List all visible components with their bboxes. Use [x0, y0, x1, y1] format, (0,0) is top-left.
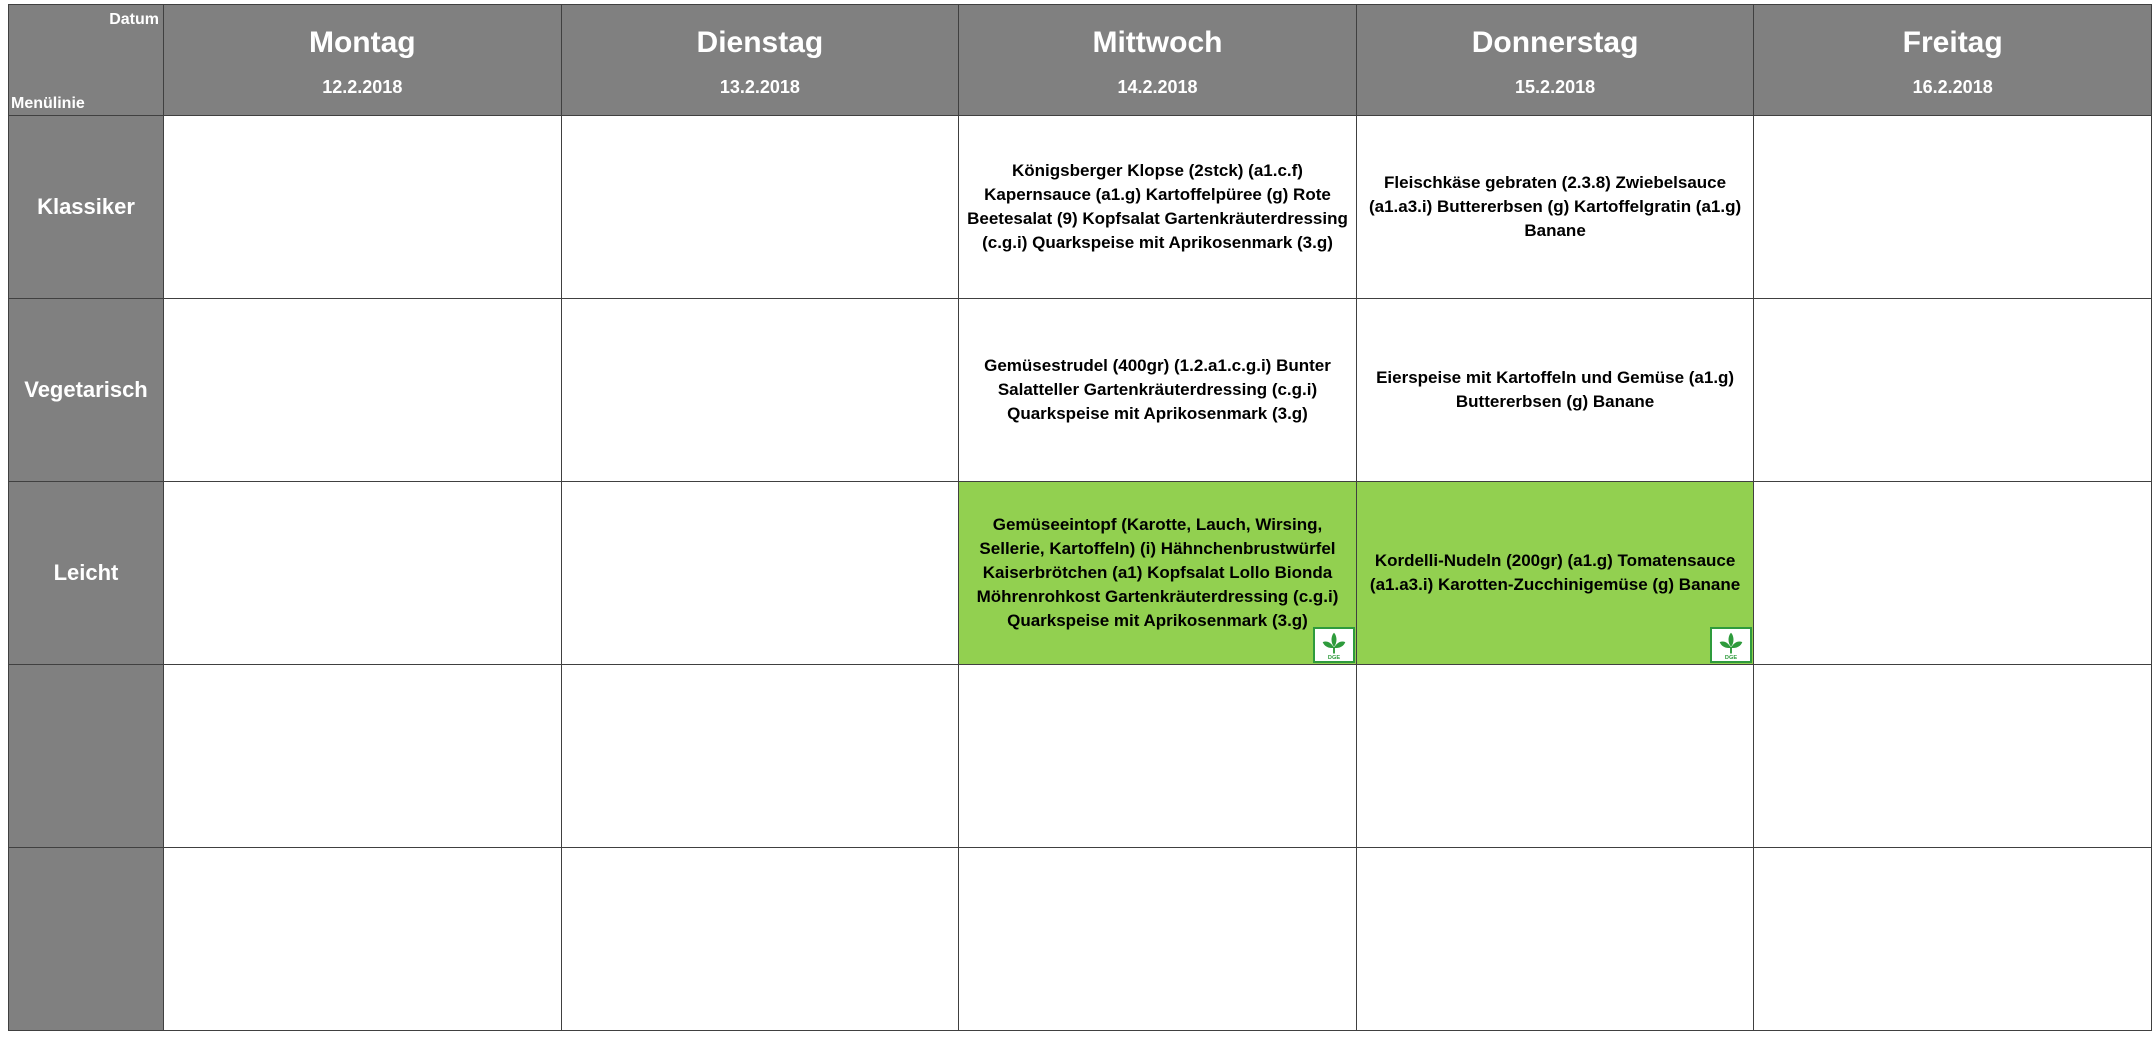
day-header-monday: [164, 5, 562, 116]
datum-label: Datum: [109, 11, 159, 28]
meal-description: Gemüseeintopf (Karotte, Lauch, Wirsing, Sellerie, Kartoffeln) (i) Hähnchenbrustwürfel Kaiserbrötchen (a1) Kopfsalat Lollo Bionda Möhrenrohkost Gartenkräuterdressing (c.g.i) Quarkspeise mit Aprikosenmark (3.g): [976, 515, 1339, 630]
meal-cell-monday: [164, 848, 562, 1031]
meal-description: Königsberger Klopse (2stck) (a1.c.f) Kapernsauce (a1.g) Kartoffelpüree (g) Rote Beetesalat (9) Kopfsalat Gartenkräuterdressing (c.g.i) Quarkspeise mit Aprikosenmark (3.g): [967, 161, 1348, 252]
meal-cell-tuesday: [561, 482, 959, 665]
meal-cell-thursday: [1356, 116, 1754, 299]
meal-cell-tuesday: [561, 116, 959, 299]
menu-line-row: [9, 116, 2152, 299]
svg-text:DGE: DGE: [1725, 655, 1738, 661]
menu-line-row: [9, 482, 2152, 665]
meal-cell-tuesday: [561, 665, 959, 848]
meal-cell-wednesday: [959, 848, 1357, 1031]
meal-cell-friday: [1754, 299, 2152, 482]
meal-cell-monday: [164, 482, 562, 665]
meal-cell-tuesday: [561, 299, 959, 482]
meal-cell-friday: [1754, 848, 2152, 1031]
day-name: Mittwoch: [1092, 26, 1223, 59]
day-header-tuesday: [561, 5, 959, 116]
meal-cell-friday: [1754, 116, 2152, 299]
day-header-wednesday: [959, 5, 1357, 116]
day-date: 14.2.2018: [1117, 77, 1198, 97]
meal-cell-wednesday: [959, 116, 1357, 299]
meal-cell-tuesday: [561, 848, 959, 1031]
meal-cell-thursday: [1356, 299, 1754, 482]
day-header-friday: [1754, 5, 2152, 116]
menu-plan-body: [9, 116, 2152, 1031]
day-name: Freitag: [1902, 26, 2003, 59]
meal-cell-monday: [164, 116, 562, 299]
day-name: Montag: [308, 26, 416, 59]
menu-line-label: Klassiker: [9, 116, 164, 299]
menu-line-label: [9, 665, 164, 848]
menu-line-label: [9, 848, 164, 1031]
day-name: Dienstag: [696, 26, 824, 59]
day-date: 16.2.2018: [1912, 77, 1993, 97]
day-date: 13.2.2018: [719, 77, 800, 97]
meal-cell-wednesday: [959, 299, 1357, 482]
day-date: 15.2.2018: [1515, 77, 1596, 97]
meal-description: Gemüsestrudel (400gr) (1.2.a1.c.g.i) Bunter Salatteller Gartenkräuterdressing (c.g.i) Quarkspeise mit Aprikosenmark (3.g): [984, 356, 1331, 423]
menu-line-row: [9, 848, 2152, 1031]
meal-description: Eierspeise mit Kartoffeln und Gemüse (a1.g) Buttererbsen (g) Banane: [1376, 368, 1735, 411]
menu-plan-table: [8, 4, 2152, 1031]
menulinie-label: Menülinie: [11, 95, 85, 112]
day-name: Donnerstag: [1471, 26, 1639, 59]
meal-cell-thursday: [1356, 482, 1754, 665]
corner-header: [9, 5, 164, 116]
day-header-thursday: [1356, 5, 1754, 116]
menu-line-label: Vegetarisch: [9, 299, 164, 482]
dge-logo-icon: [1313, 627, 1355, 663]
meal-cell-thursday: [1356, 665, 1754, 848]
meal-description: Fleischkäse gebraten (2.3.8) Zwiebelsauce (a1.a3.i) Buttererbsen (g) Kartoffelgratin (a1.g) Banane: [1368, 173, 1742, 240]
menu-line-row: [9, 299, 2152, 482]
meal-cell-thursday: [1356, 848, 1754, 1031]
meal-cell-monday: [164, 299, 562, 482]
day-date: 12.2.2018: [322, 77, 403, 97]
day-header-row: [9, 5, 2152, 116]
meal-cell-wednesday: [959, 482, 1357, 665]
menu-line-label: Leicht: [9, 482, 164, 665]
meal-description: Kordelli-Nudeln (200gr) (a1.g) Tomatensauce (a1.a3.i) Karotten-Zucchinigemüse (g) Banane: [1369, 551, 1741, 594]
meal-cell-friday: [1754, 482, 2152, 665]
meal-cell-friday: [1754, 665, 2152, 848]
meal-cell-monday: [164, 665, 562, 848]
menu-line-row: [9, 665, 2152, 848]
dge-logo-icon: [1710, 627, 1752, 663]
svg-text:DGE: DGE: [1327, 655, 1340, 661]
meal-cell-wednesday: [959, 665, 1357, 848]
